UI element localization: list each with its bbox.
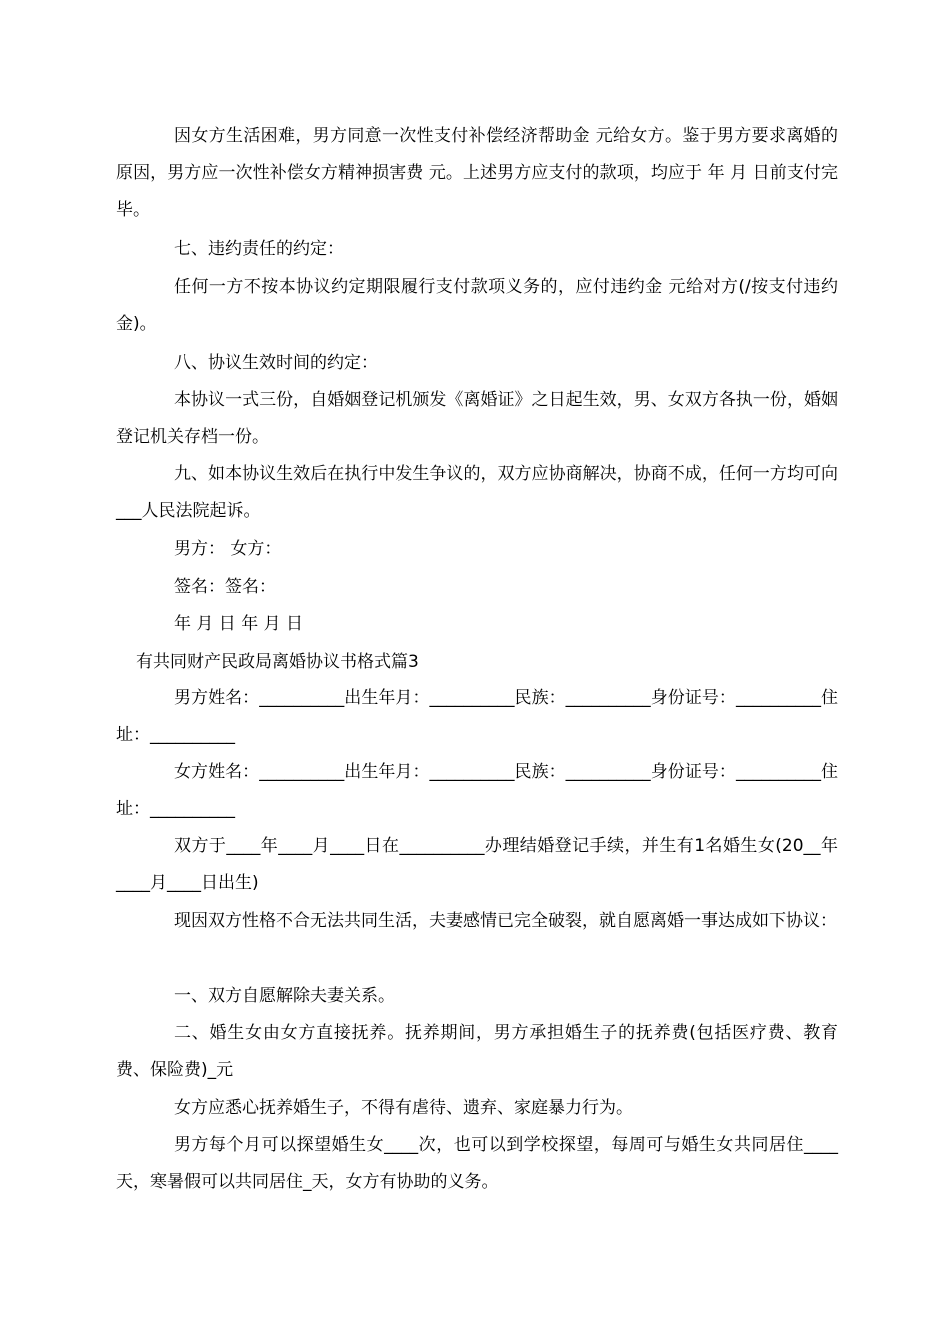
paragraph-item-1: 一、双方自愿解除夫妻关系。 [174,986,395,1006]
paragraph-care: 女方应悉心抚养婚生子，不得有虐待、遗弃、家庭暴力行为。 [174,1098,633,1118]
paragraph-penalty: 任何一方不按本协议约定期限履行支付款项义务的，应付违约金 元给对方(/按支付违约金)。 [116,277,838,334]
signature-dates: 年 月 日 年 月 日 [174,614,304,634]
signature-names: 签名：签名： [174,577,276,597]
paragraph-marriage: 双方于____年____月____日在__________办理结婚登记手续，并生有1名婚生女(20__年____月____日出生) [116,836,838,893]
section-title: 有共同财产民政局离婚协议书格式篇3 [136,652,419,672]
heading-section-7: 七、违约责任的约定： [174,239,344,259]
paragraph-compensation: 因女方生活困难，男方同意一次性支付补偿经济帮助金 元给女方。鉴于男方要求离婚的原因，男方应一次性补偿女方精神损害费 元。上述男方应支付的款项，均应于 年 月 日前支付完毕。 [116,126,838,220]
paragraph-reason: 现因双方性格不合无法共同生活，夫妻感情已完全破裂，就自愿离婚一事达成如下协议： [174,911,837,931]
paragraph-visitation: 男方每个月可以探望婚生女____次，也可以到学校探望，每周可与婚生女共同居住____天，寒暑假可以共同居住_天，女方有协助的义务。 [116,1135,838,1192]
paragraph-dispute: 九、如本协议生效后在执行中发生争议的，双方应协商解决，协商不成，任何一方均可向___人民法院起诉。 [116,464,838,521]
paragraph-effective: 本协议一式三份，自婚姻登记机颁发《离婚证》之日起生效，男、女双方各执一份，婚姻登记机关存档一份。 [116,390,838,447]
heading-section-8: 八、协议生效时间的约定： [174,353,378,373]
signature-parties: 男方： 女方： [174,539,282,559]
paragraph-male-info: 男方姓名：__________出生年月：__________民族：__________身份证号：__________住址：__________ [116,688,838,745]
paragraph-item-2: 二、婚生女由女方直接抚养。抚养期间，男方承担婚生子的抚养费(包括医疗费、教育费、保险费)_元 [116,1023,838,1080]
paragraph-female-info: 女方姓名：__________出生年月：__________民族：__________身份证号：__________住址：__________ [116,762,838,819]
